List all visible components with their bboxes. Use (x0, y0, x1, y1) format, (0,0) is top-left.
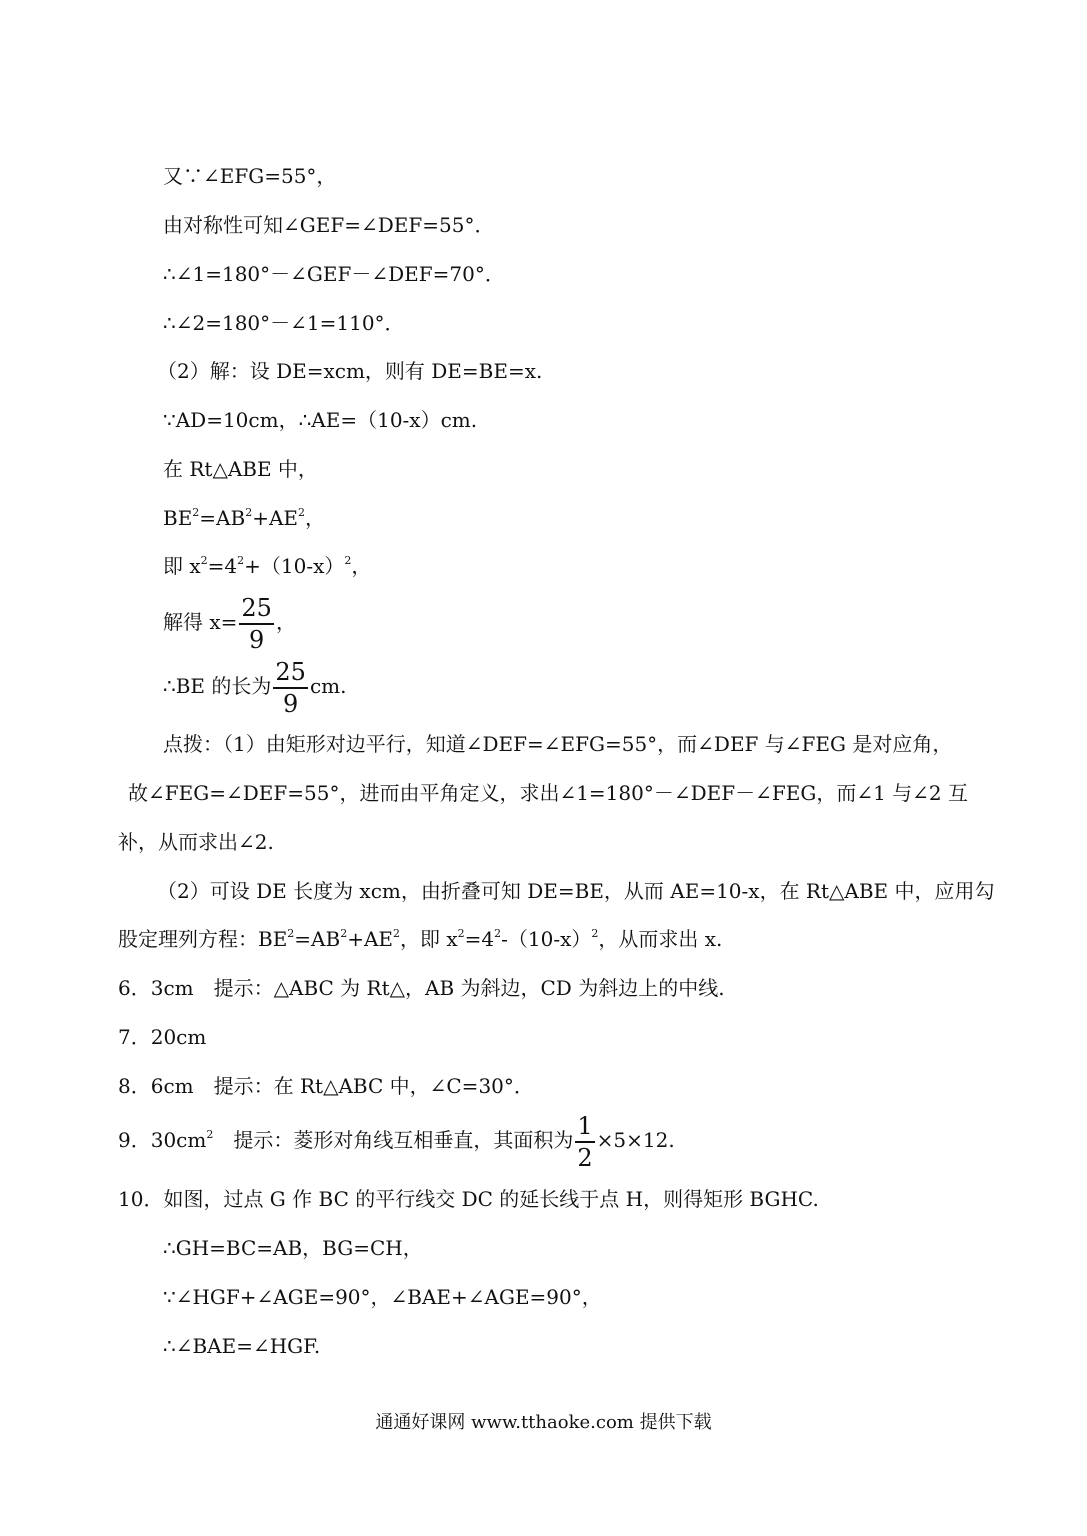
fraction-numerator: 25 (273, 660, 308, 689)
text: ，从而求出 x. (598, 927, 723, 951)
exponent: 2 (457, 927, 465, 940)
text: ，即 x (400, 927, 458, 951)
equation-pythagoras (163, 505, 325, 531)
exponent: 2 (344, 554, 352, 567)
hint-line-2: 故∠FEG=∠DEF=55°，进而由平角定义，求出∠1=180°－∠DEF－∠FEG，而∠1 与∠2 互 (128, 781, 969, 805)
text: cm. (309, 674, 347, 698)
answer-10-line-4: ∴∠BAE=∠HGF. (163, 1334, 321, 1358)
solution-x-value (163, 592, 296, 652)
fraction-denominator: 9 (283, 689, 299, 718)
solution-line-3: ∴∠1=180°－∠GEF－∠DEF=70°． (163, 262, 505, 286)
text: -（10-x） (501, 927, 592, 951)
answer-10-line-2: ∴GH=BC=AB，BG=CH， (163, 1236, 423, 1260)
text: ∴BE 的长为 (163, 674, 272, 698)
exponent: 2 (591, 927, 599, 940)
fraction (273, 657, 308, 718)
solution-line-5: （2）解：设 DE=xcm，则有 DE=BE=x. (157, 359, 543, 383)
exponent: 2 (494, 927, 502, 940)
answer-8: 8．6cm 提示：在 Rt△ABC 中，∠C=30°． (118, 1074, 534, 1098)
answer-10-line-3: ∵∠HGF+∠AGE=90°，∠BAE+∠AGE=90°， (163, 1285, 602, 1309)
eq-part: 即 x (163, 554, 201, 578)
eq-part: ， (305, 506, 326, 530)
exponent: 2 (287, 927, 295, 940)
fraction (575, 1111, 594, 1172)
fraction-denominator: 2 (577, 1143, 593, 1172)
exponent: 2 (245, 506, 253, 519)
hint-line-4: （2）可设 DE 长度为 xcm，由折叠可知 DE=BE，从而 AE=10-x，在 Rt△ABE 中，应用勾 (157, 879, 995, 903)
answer-10: 10．如图，过点 G 作 BC 的平行线交 DC 的延长线于点 H，则得矩形 BGHC. (118, 1187, 819, 1211)
solution-line-7: 在 Rt△ABE 中， (163, 457, 318, 481)
solution-line-6: ∵AD=10cm，∴AE=（10-x）cm. (163, 408, 478, 432)
fraction-numerator: 25 (239, 596, 274, 625)
text: ×5×12. (596, 1128, 675, 1152)
hint-line-1: 点拨：（1）由矩形对边平行，知道∠DEF=∠EFG=55°，而∠DEF 与∠FEG 是对应角， (163, 732, 953, 756)
eq-part: =4 (207, 554, 238, 578)
eq-part: ， (351, 554, 372, 578)
solution-line-2: 由对称性可知∠GEF=∠DEF=55°． (163, 213, 495, 237)
text: 提示：菱形对角线互相垂直，其面积为 (213, 1128, 574, 1152)
eq-part: =AB (199, 506, 246, 530)
fraction-denominator: 9 (249, 625, 265, 654)
answer-6: 6．3cm 提示：△ABC 为 Rt△，AB 为斜边，CD 为斜边上的中线. (118, 976, 725, 1000)
answer-9 (118, 1110, 675, 1170)
solution-line-1: 又∵∠EFG=55°， (163, 164, 337, 188)
answer-7: 7．20cm (118, 1025, 207, 1049)
exponent: 2 (298, 506, 306, 519)
exponent: 2 (340, 927, 348, 940)
eq-part: BE (163, 506, 193, 530)
exponent: 2 (206, 1128, 214, 1141)
exponent: 2 (393, 927, 401, 940)
hint-line-3: 补，从而求出∠2. (118, 830, 274, 854)
text: 9．30cm (118, 1128, 207, 1152)
exponent: 2 (200, 554, 208, 567)
text: 解得 x= (163, 610, 238, 634)
exponent: 2 (192, 506, 200, 519)
hint-line-5 (118, 926, 722, 952)
solution-line-4: ∴∠2=180°－∠1=110°． (163, 311, 405, 335)
exponent: 2 (237, 554, 245, 567)
text: ， (275, 610, 296, 634)
fraction (239, 593, 274, 654)
text: +AE (347, 927, 394, 951)
fraction-numerator: 1 (575, 1114, 594, 1143)
equation-substituted (163, 553, 371, 579)
page-footer: 通通好课网 www.tthaoke.com 提供下载 (375, 1412, 712, 1433)
eq-part: +AE (252, 506, 299, 530)
text: =AB (294, 927, 341, 951)
text: 股定理列方程：BE (118, 927, 288, 951)
text: =4 (464, 927, 495, 951)
eq-part: +（10-x） (244, 554, 345, 578)
solution-be-length (163, 656, 346, 716)
